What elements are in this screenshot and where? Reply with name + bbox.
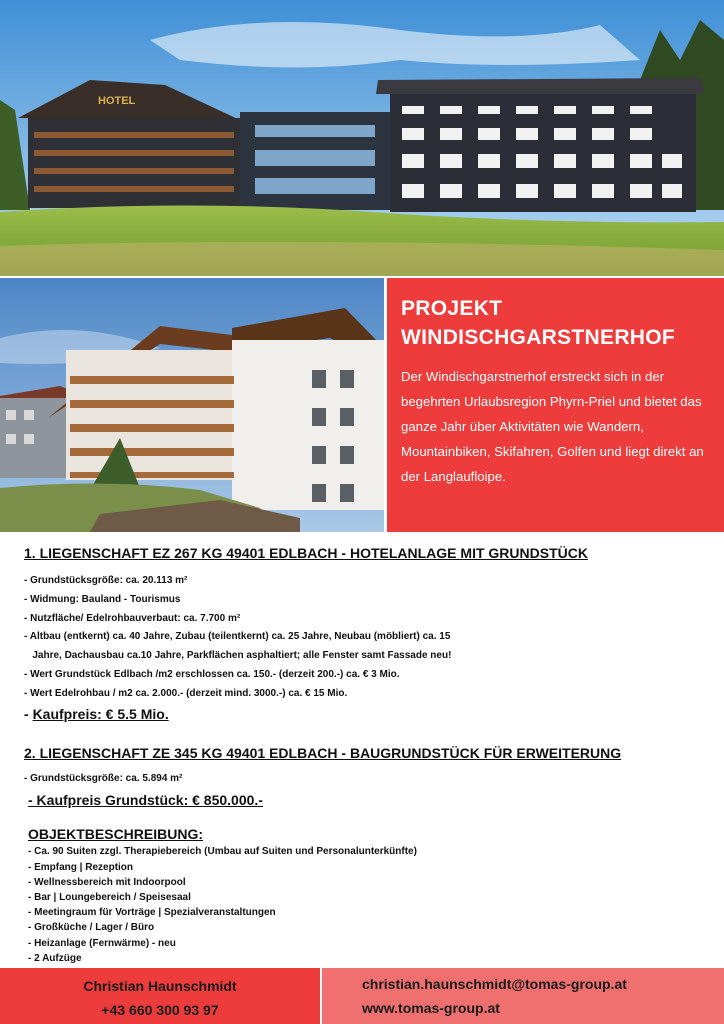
section1-price bbox=[24, 706, 704, 722]
price-value: - Kaufpreis Grundstück: € 850.000.- bbox=[28, 792, 263, 809]
list-item: - Wert Grundstück Edlbach /m2 erschlossen ca. 150.- (derzeit 200.-) ca. € 3 Mio. bbox=[24, 668, 400, 680]
section2-heading: 2. LIEGENSCHAFT ZE 345 KG 49401 EDLBACH - BAUGRUNDSTÜCK FÜR ERWEITERUNG bbox=[24, 744, 622, 761]
intro-panel bbox=[387, 278, 724, 532]
section1-heading: 1. LIEGENSCHAFT EZ 267 KG 49401 EDLBACH - HOTELANLAGE MIT GRUNDSTÜCK bbox=[24, 545, 588, 561]
list-item: - Ca. 90 Suiten zzgl. Therapiebereich (Umbau auf Suiten und Personalunterkünfte) bbox=[28, 846, 417, 858]
list-item: - Heizanlage (Fernwärme) - neu bbox=[28, 937, 176, 949]
project-title-line1: PROJEKT bbox=[401, 297, 503, 320]
project-title-line2: WINDISCHGARSTNERHOF bbox=[401, 326, 676, 349]
section2-list bbox=[24, 770, 704, 789]
section1-list bbox=[24, 572, 704, 704]
contact-panel bbox=[0, 968, 320, 1024]
objekt-heading: OBJEKTBESCHREIBUNG: bbox=[28, 826, 204, 843]
list-item: - Grundstücksgröße: ca. 5.894 m² bbox=[24, 772, 183, 784]
list-item: - Empfang | Rezeption bbox=[28, 861, 134, 873]
list-item: - Großküche / Lager / Büro bbox=[28, 922, 155, 934]
hotel-side-view-photo bbox=[0, 278, 384, 532]
list-item: - 2 Aufzüge bbox=[28, 952, 82, 964]
list-item: - Wellnessbereich mit Indoorpool bbox=[28, 876, 186, 888]
objekt-list bbox=[28, 844, 704, 966]
hotel-building-photo bbox=[0, 0, 724, 276]
contact-name: Christian Haunschmidt bbox=[83, 978, 237, 994]
contact-phone[interactable]: +43 660 300 93 97 bbox=[101, 1002, 219, 1018]
list-item: - Altbau (entkernt) ca. 40 Jahre, Zubau (teilentkernt) ca. 25 Jahre, Neubau (möbliert) ca. 15 bbox=[24, 631, 451, 643]
contact-email[interactable]: christian.haunschmidt@tomas-group.at bbox=[362, 976, 627, 992]
price-prefix: - bbox=[24, 705, 33, 722]
hotel-sign: HOTEL bbox=[98, 95, 136, 107]
list-item: - Wert Edelrohbau / m2 ca. 2.000.- (derzeit mind. 3000.-) ca. € 15 Mio. bbox=[24, 687, 348, 699]
list-item: - Grundstücksgröße: ca. 20.113 m² bbox=[24, 575, 188, 586]
price-value: Kaufpreis: € 5.5 Mio. bbox=[32, 705, 169, 722]
project-title bbox=[401, 294, 710, 352]
web-panel bbox=[322, 968, 724, 1024]
section2-price bbox=[28, 792, 704, 808]
website-link[interactable]: www.tomas-group.at bbox=[362, 1000, 500, 1016]
intro-text: Der Windischgarstnerhof erstreckt sich in der begehrten Urlaubsregion Phyrn-Priel und bietet das ganze Jahr über Aktivitäten wie Wandern, Mountainbiken, Skifahren, Golfen und liegt direkt an der Langlaufloipe. bbox=[401, 369, 704, 484]
list-item: - Bar | Loungebereich / Speisesaal bbox=[28, 891, 191, 903]
main-content bbox=[24, 542, 704, 966]
list-item: Jahre, Dachausbau ca.10 Jahre, Parkflächen asphaltiert; alle Fenster samt Fassade neu! bbox=[24, 650, 452, 662]
list-item: - Meetingraum für Vorträge | Spezialveranstaltungen bbox=[28, 907, 276, 919]
list-item: - Widmung: Bauland - Tourismus bbox=[24, 593, 181, 605]
list-item: - Nutzfläche/ Edelrohbauverbaut: ca. 7.700 m² bbox=[24, 612, 241, 624]
